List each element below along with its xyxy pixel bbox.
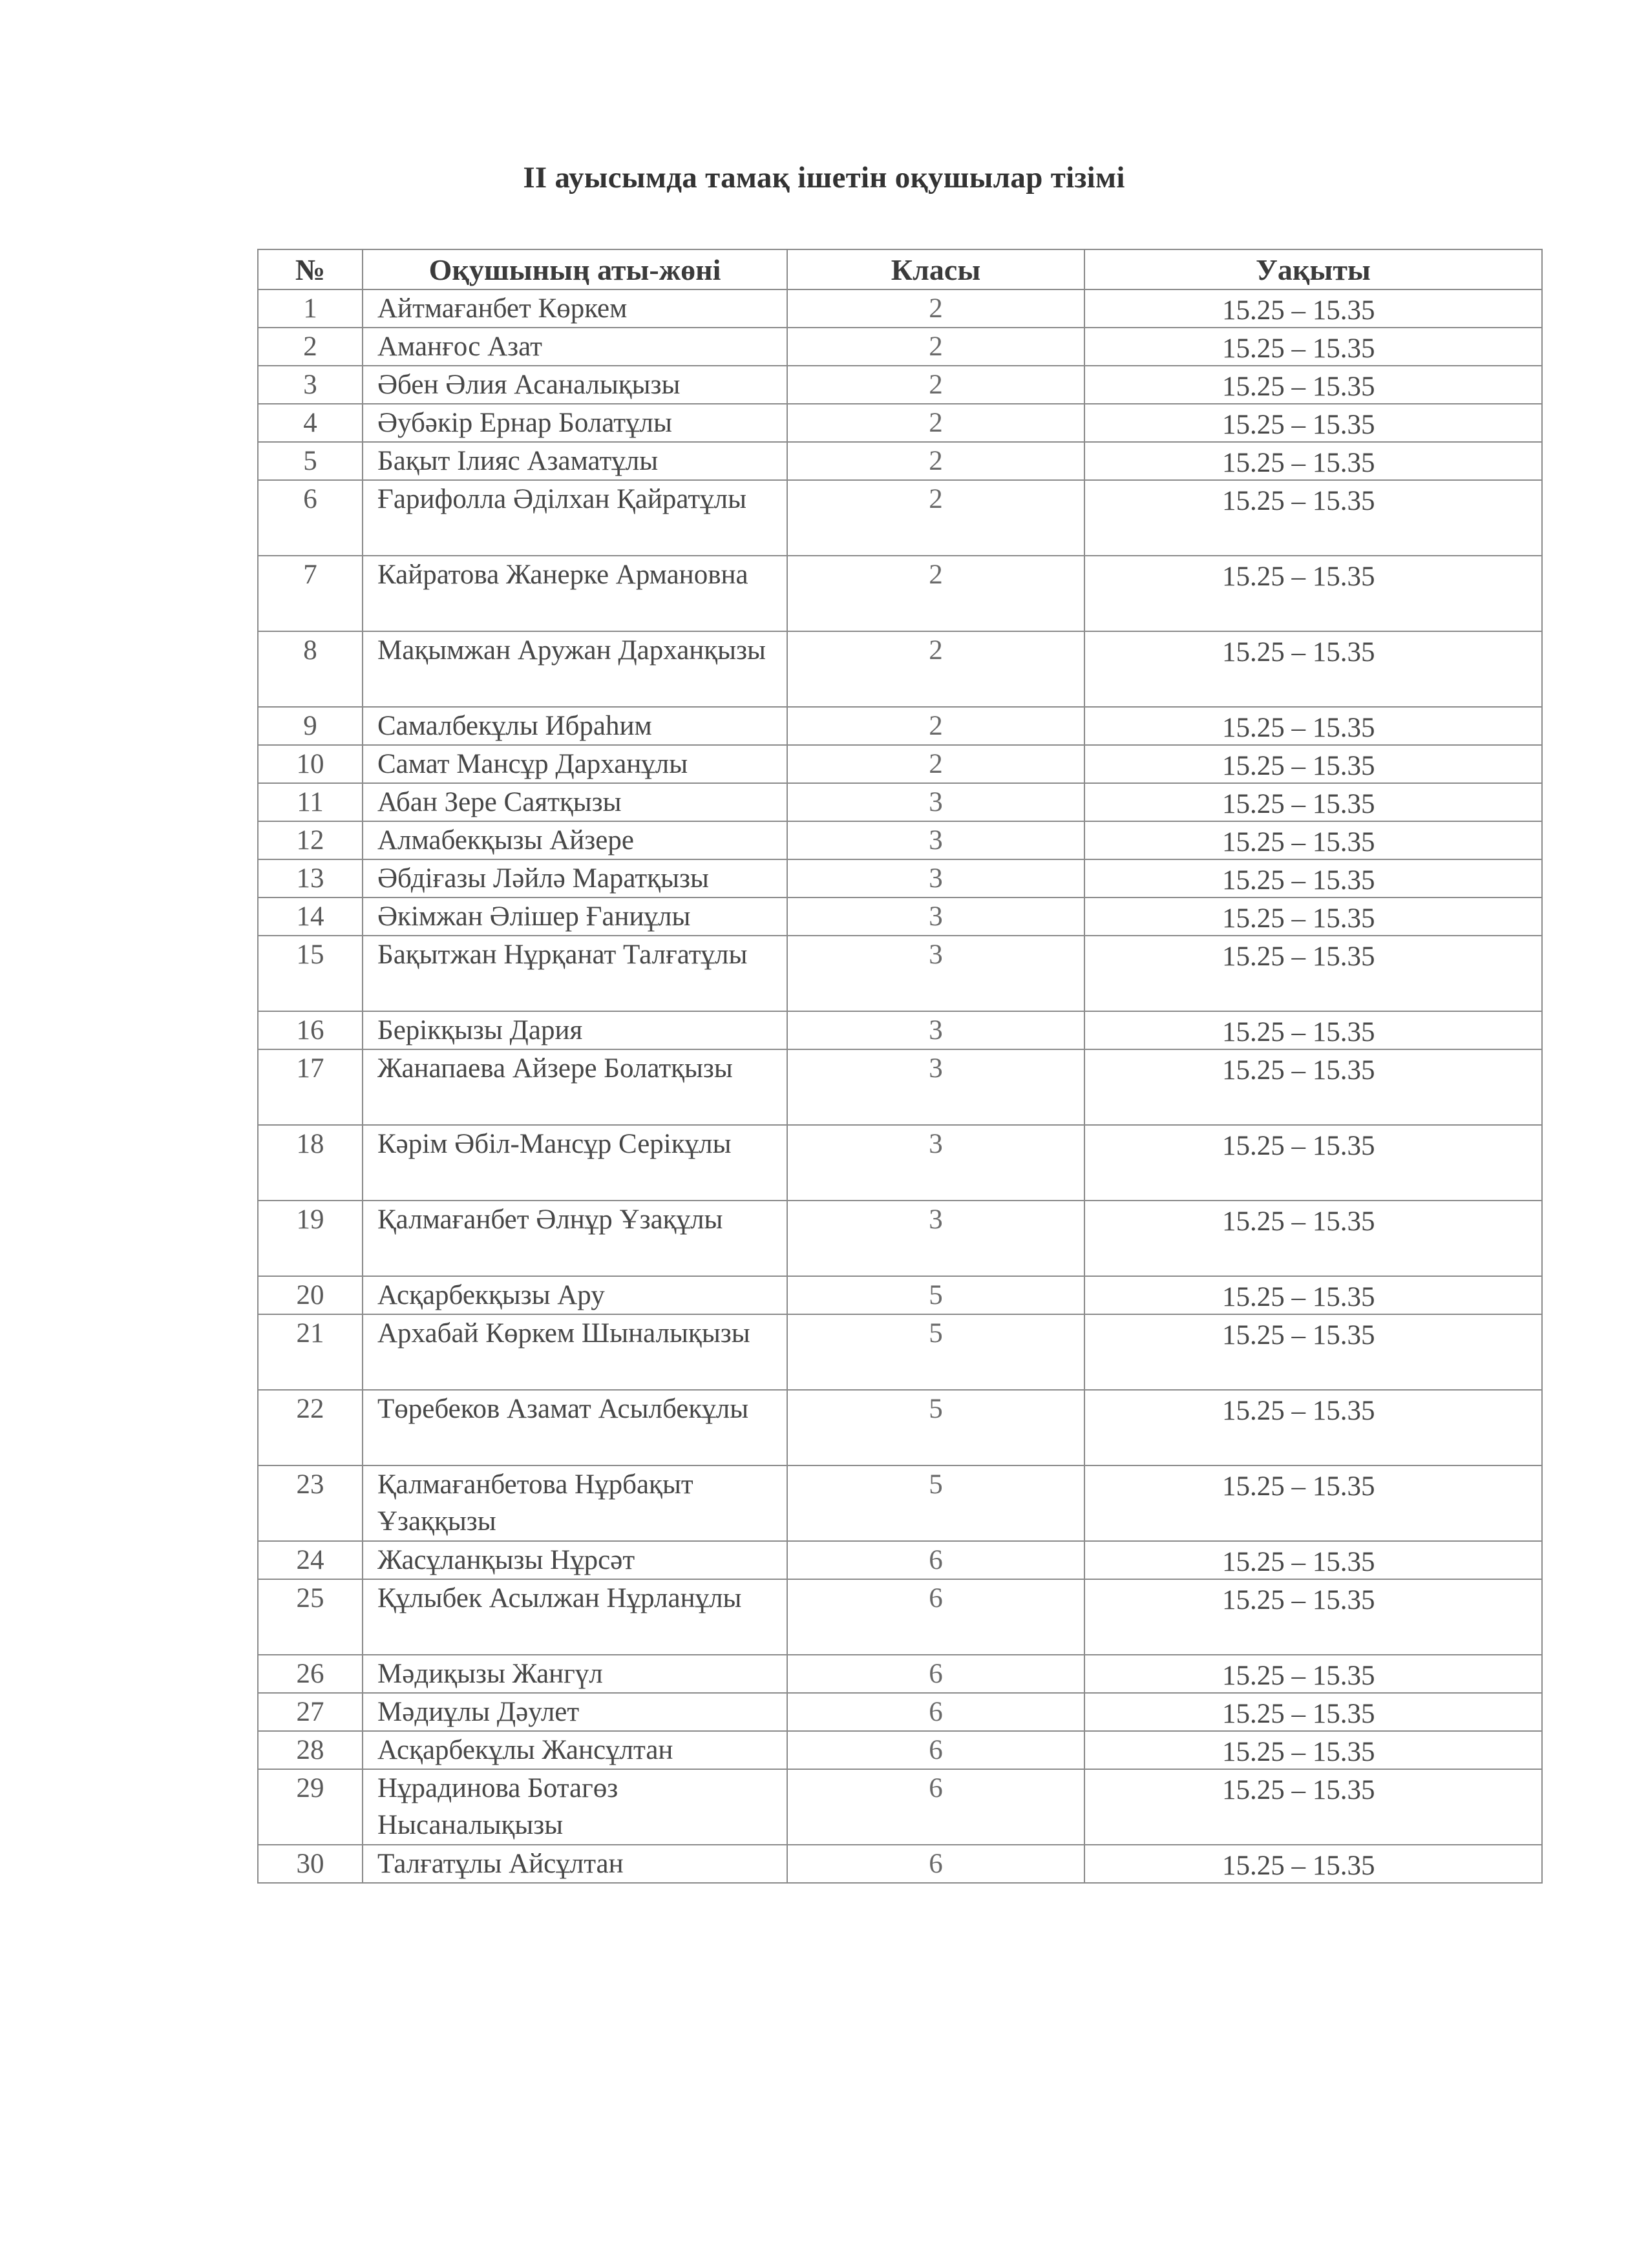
meal-time: 15.25 – 15.35 (1084, 1049, 1542, 1125)
student-class: 5 (787, 1465, 1084, 1541)
meal-time: 15.25 – 15.35 (1084, 328, 1542, 366)
row-number: 15 (258, 936, 363, 1011)
student-name: Әубәкір Ернар Болатұлы (363, 404, 787, 442)
student-name: Әкімжан Әлішер Ғаниұлы (363, 898, 787, 936)
meal-time: 15.25 – 15.35 (1084, 821, 1542, 859)
student-name: Самат Мансұр Дарханұлы (363, 745, 787, 783)
meal-time: 15.25 – 15.35 (1084, 1465, 1542, 1541)
student-class: 5 (787, 1314, 1084, 1390)
row-number: 9 (258, 707, 363, 745)
table-row (258, 442, 1542, 480)
meal-time: 15.25 – 15.35 (1084, 745, 1542, 783)
student-name: Әбен Әлия Асаналықызы (363, 366, 787, 404)
table-row (258, 1390, 1542, 1465)
meal-time: 15.25 – 15.35 (1084, 480, 1542, 556)
row-number: 19 (258, 1201, 363, 1276)
row-number: 3 (258, 366, 363, 404)
meal-time: 15.25 – 15.35 (1084, 1731, 1542, 1769)
meal-time: 15.25 – 15.35 (1084, 366, 1542, 404)
table-row (258, 1049, 1542, 1125)
table-row (258, 783, 1542, 821)
student-class: 6 (787, 1845, 1084, 1883)
meal-time: 15.25 – 15.35 (1084, 859, 1542, 898)
table-row (258, 1541, 1542, 1579)
row-number: 11 (258, 783, 363, 821)
table-row (258, 1579, 1542, 1655)
student-class: 3 (787, 1201, 1084, 1276)
student-name: Мәдиқызы Жангүл (363, 1655, 787, 1693)
meal-time: 15.25 – 15.35 (1084, 442, 1542, 480)
student-name: Мақымжан Аружан Дарханқызы (363, 631, 787, 707)
row-number: 28 (258, 1731, 363, 1769)
student-name: Архабай Көркем Шыналықызы (363, 1314, 787, 1390)
student-class: 2 (787, 556, 1084, 631)
student-class: 5 (787, 1276, 1084, 1314)
student-name: Құлыбек Асылжан Нұрланұлы (363, 1579, 787, 1655)
header-student-name: Оқушының аты-жөні (363, 249, 787, 289)
student-class: 2 (787, 707, 1084, 745)
meal-time: 15.25 – 15.35 (1084, 404, 1542, 442)
row-number: 16 (258, 1011, 363, 1049)
student-name: Жасұланқызы Нұрсәт (363, 1541, 787, 1579)
header-number: № (258, 249, 363, 289)
student-name: Қалмағанбетова Нұрбақыт Ұзаққызы (363, 1465, 787, 1541)
student-name: Асқарбекқызы Ару (363, 1276, 787, 1314)
student-name: Жанапаева Айзере Болатқызы (363, 1049, 787, 1125)
student-name: Кәрім Әбіл-Мансұр Серікұлы (363, 1125, 787, 1201)
student-class: 6 (787, 1769, 1084, 1845)
student-class: 2 (787, 631, 1084, 707)
meal-time: 15.25 – 15.35 (1084, 1769, 1542, 1845)
student-class: 2 (787, 404, 1084, 442)
row-number: 13 (258, 859, 363, 898)
student-name: Нұрадинова Ботагөз Нысаналықызы (363, 1769, 787, 1845)
table-row (258, 898, 1542, 936)
row-number: 22 (258, 1390, 363, 1465)
row-number: 8 (258, 631, 363, 707)
student-class: 3 (787, 859, 1084, 898)
student-list-table (257, 249, 1543, 1884)
table-row (258, 821, 1542, 859)
table-row (258, 745, 1542, 783)
table-row (258, 1276, 1542, 1314)
student-class: 6 (787, 1655, 1084, 1693)
student-class: 2 (787, 289, 1084, 328)
header-time: Уақыты (1084, 249, 1542, 289)
student-name: Абан Зере Саятқызы (363, 783, 787, 821)
student-class: 5 (787, 1390, 1084, 1465)
table-row (258, 289, 1542, 328)
row-number: 18 (258, 1125, 363, 1201)
meal-time: 15.25 – 15.35 (1084, 1201, 1542, 1276)
table-row (258, 1769, 1542, 1845)
student-class: 6 (787, 1579, 1084, 1655)
row-number: 23 (258, 1465, 363, 1541)
meal-time: 15.25 – 15.35 (1084, 1579, 1542, 1655)
student-name: Аманғос Азат (363, 328, 787, 366)
header-class: Класы (787, 249, 1084, 289)
student-name: Қалмағанбет Әлнұр Ұзақұлы (363, 1201, 787, 1276)
table-header-row (258, 249, 1542, 289)
table-row (258, 631, 1542, 707)
student-name: Ғарифолла Әділхан Қайратұлы (363, 480, 787, 556)
student-class: 3 (787, 783, 1084, 821)
student-class: 2 (787, 480, 1084, 556)
student-name: Талғатұлы Айсұлтан (363, 1845, 787, 1883)
row-number: 25 (258, 1579, 363, 1655)
row-number: 14 (258, 898, 363, 936)
student-class: 2 (787, 745, 1084, 783)
table-row (258, 936, 1542, 1011)
meal-time: 15.25 – 15.35 (1084, 707, 1542, 745)
student-class: 6 (787, 1541, 1084, 1579)
meal-time: 15.25 – 15.35 (1084, 1314, 1542, 1390)
student-name: Төребеков Азамат Асылбекұлы (363, 1390, 787, 1465)
table-row (258, 556, 1542, 631)
row-number: 10 (258, 745, 363, 783)
student-name: Самалбекұлы Ибраһим (363, 707, 787, 745)
row-number: 7 (258, 556, 363, 631)
student-name: Мәдиұлы Дәулет (363, 1693, 787, 1731)
table-row (258, 1011, 1542, 1049)
row-number: 2 (258, 328, 363, 366)
student-name: Бақыт Ілияс Азаматұлы (363, 442, 787, 480)
student-class: 3 (787, 898, 1084, 936)
row-number: 20 (258, 1276, 363, 1314)
row-number: 1 (258, 289, 363, 328)
table-row (258, 1731, 1542, 1769)
meal-time: 15.25 – 15.35 (1084, 1693, 1542, 1731)
table-row (258, 404, 1542, 442)
meal-time: 15.25 – 15.35 (1084, 898, 1542, 936)
student-name: Айтмағанбет Көркем (363, 289, 787, 328)
meal-time: 15.25 – 15.35 (1084, 556, 1542, 631)
row-number: 30 (258, 1845, 363, 1883)
student-name: Берікқызы Дария (363, 1011, 787, 1049)
student-name: Кайратова Жанерке Армановна (363, 556, 787, 631)
table-row (258, 366, 1542, 404)
meal-time: 15.25 – 15.35 (1084, 1011, 1542, 1049)
meal-time: 15.25 – 15.35 (1084, 631, 1542, 707)
row-number: 5 (258, 442, 363, 480)
table-row (258, 1314, 1542, 1390)
row-number: 17 (258, 1049, 363, 1125)
meal-time: 15.25 – 15.35 (1084, 1125, 1542, 1201)
meal-time: 15.25 – 15.35 (1084, 1276, 1542, 1314)
table-row (258, 859, 1542, 898)
row-number: 26 (258, 1655, 363, 1693)
row-number: 4 (258, 404, 363, 442)
meal-time: 15.25 – 15.35 (1084, 1541, 1542, 1579)
row-number: 24 (258, 1541, 363, 1579)
row-number: 27 (258, 1693, 363, 1731)
meal-time: 15.25 – 15.35 (1084, 1390, 1542, 1465)
document-title: II ауысымда тамақ ішетін оқушылар тізімі (523, 161, 1125, 194)
row-number: 6 (258, 480, 363, 556)
student-class: 6 (787, 1731, 1084, 1769)
student-class: 3 (787, 1049, 1084, 1125)
table-row (258, 1693, 1542, 1731)
student-class: 2 (787, 366, 1084, 404)
student-class: 6 (787, 1693, 1084, 1731)
table-row (258, 480, 1542, 556)
meal-time: 15.25 – 15.35 (1084, 289, 1542, 328)
student-class: 3 (787, 1125, 1084, 1201)
student-class: 2 (787, 442, 1084, 480)
table-row (258, 1201, 1542, 1276)
row-number: 29 (258, 1769, 363, 1845)
meal-time: 15.25 – 15.35 (1084, 783, 1542, 821)
meal-time: 15.25 – 15.35 (1084, 936, 1542, 1011)
student-class: 3 (787, 821, 1084, 859)
row-number: 12 (258, 821, 363, 859)
student-name: Әбдіғазы Ләйлә Маратқызы (363, 859, 787, 898)
table-row (258, 1845, 1542, 1883)
student-class: 3 (787, 1011, 1084, 1049)
table-row (258, 1655, 1542, 1693)
table-body (258, 289, 1542, 1883)
student-name: Алмабекқызы Айзере (363, 821, 787, 859)
table-row (258, 1125, 1542, 1201)
student-class: 3 (787, 936, 1084, 1011)
meal-time: 15.25 – 15.35 (1084, 1845, 1542, 1883)
table-row (258, 328, 1542, 366)
student-name: Асқарбекұлы Жансұлтан (363, 1731, 787, 1769)
table-row (258, 1465, 1542, 1541)
student-class: 2 (787, 328, 1084, 366)
row-number: 21 (258, 1314, 363, 1390)
table-row (258, 707, 1542, 745)
student-name: Бақытжан Нұрқанат Талғатұлы (363, 936, 787, 1011)
meal-time: 15.25 – 15.35 (1084, 1655, 1542, 1693)
